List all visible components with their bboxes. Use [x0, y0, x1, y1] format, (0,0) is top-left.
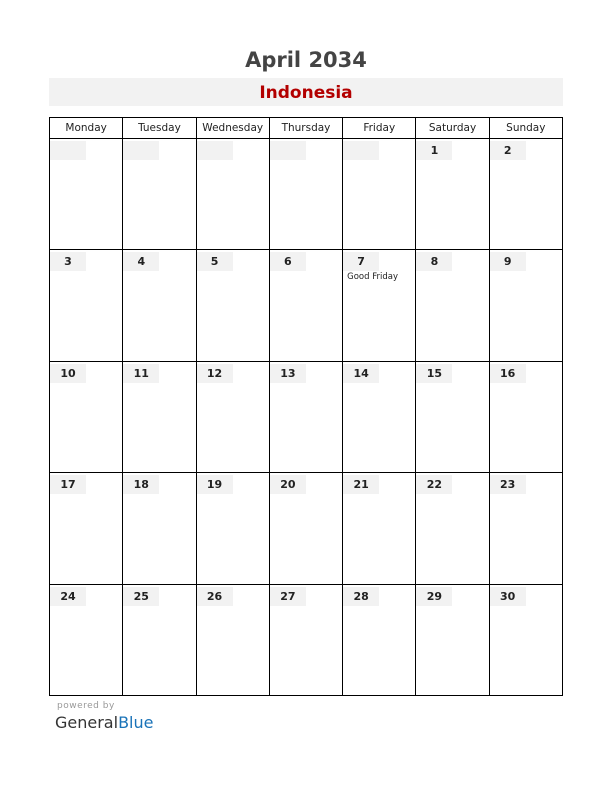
day-number: 25	[123, 587, 159, 606]
day-number: 26	[197, 587, 233, 606]
day-cell	[342, 473, 415, 583]
day-cell	[50, 473, 122, 583]
day-number	[343, 141, 379, 160]
country-name: Indonesia	[259, 83, 353, 103]
day-cell	[342, 250, 415, 360]
weekday-header: Monday	[65, 122, 107, 134]
day-number	[270, 141, 306, 160]
day-number: 28	[343, 587, 379, 606]
day-number: 18	[123, 475, 159, 494]
day-number: 13	[270, 364, 306, 383]
day-number: 16	[490, 364, 526, 383]
weekday-header: Thursday	[269, 118, 342, 138]
weekday-header: Saturday	[415, 118, 488, 138]
brand-general: General	[55, 713, 119, 732]
day-number: 12	[197, 364, 233, 383]
day-cell	[50, 139, 122, 249]
day-cell	[122, 139, 195, 249]
day-number: 1	[416, 141, 452, 160]
day-cell	[50, 362, 122, 472]
day-cell	[50, 250, 122, 360]
holiday-label: Good Friday	[347, 272, 398, 283]
day-cell	[489, 362, 562, 472]
weekday-header: Tuesday	[122, 118, 195, 138]
page-title: April 2034	[245, 48, 367, 72]
day-number: 11	[123, 364, 159, 383]
powered-by-label: powered by	[57, 701, 115, 711]
day-cell	[489, 139, 562, 249]
day-number: 2	[490, 141, 526, 160]
weekday-header: Friday	[342, 118, 415, 138]
day-number: 24	[50, 587, 86, 606]
day-cell	[122, 362, 195, 472]
day-cell	[269, 473, 342, 583]
day-cell	[196, 473, 269, 583]
day-number: 8	[416, 252, 452, 271]
day-cell	[122, 585, 195, 695]
day-cell	[342, 585, 415, 695]
day-cell	[415, 473, 488, 583]
day-number: 7	[343, 252, 379, 271]
day-cell	[196, 250, 269, 360]
calendar-week-row	[50, 249, 562, 360]
day-number: 6	[270, 252, 306, 271]
day-cell	[489, 585, 562, 695]
weekday-header-row	[50, 118, 562, 139]
calendar-week-row	[50, 139, 562, 249]
day-number	[50, 141, 86, 160]
calendar-weeks	[50, 139, 562, 695]
day-cell	[415, 139, 488, 249]
day-number: 15	[416, 364, 452, 383]
day-cell	[342, 362, 415, 472]
weekday-header: Sunday	[489, 118, 562, 138]
calendar-week-row	[50, 361, 562, 472]
day-cell	[269, 362, 342, 472]
day-number: 22	[416, 475, 452, 494]
day-number: 19	[197, 475, 233, 494]
day-cell	[269, 250, 342, 360]
day-number: 9	[490, 252, 526, 271]
day-number: 30	[490, 587, 526, 606]
day-cell	[196, 585, 269, 695]
day-number: 14	[343, 364, 379, 383]
day-number: 17	[50, 475, 86, 494]
day-number: 10	[50, 364, 86, 383]
day-number: 5	[197, 252, 233, 271]
day-number: 4	[123, 252, 159, 271]
country-banner	[49, 78, 563, 106]
day-cell	[122, 250, 195, 360]
day-number: 3	[50, 252, 86, 271]
day-cell	[489, 250, 562, 360]
day-number	[197, 141, 233, 160]
day-cell	[415, 585, 488, 695]
day-cell	[269, 585, 342, 695]
day-cell	[489, 473, 562, 583]
day-cell	[122, 473, 195, 583]
day-number: 21	[343, 475, 379, 494]
day-cell	[196, 362, 269, 472]
day-cell	[196, 139, 269, 249]
brand-blue: Blue	[118, 713, 154, 732]
day-number	[123, 141, 159, 160]
day-cell	[50, 585, 122, 695]
day-number: 20	[270, 475, 306, 494]
day-cell	[415, 362, 488, 472]
day-number: 23	[490, 475, 526, 494]
day-cell	[269, 139, 342, 249]
day-cell	[415, 250, 488, 360]
day-cell	[342, 139, 415, 249]
calendar-week-row	[50, 584, 562, 695]
day-number: 29	[416, 587, 452, 606]
weekday-header: Wednesday	[196, 118, 269, 138]
calendar-week-row	[50, 472, 562, 583]
day-number: 27	[270, 587, 306, 606]
calendar-grid	[49, 117, 563, 696]
brand-logo	[55, 713, 153, 732]
